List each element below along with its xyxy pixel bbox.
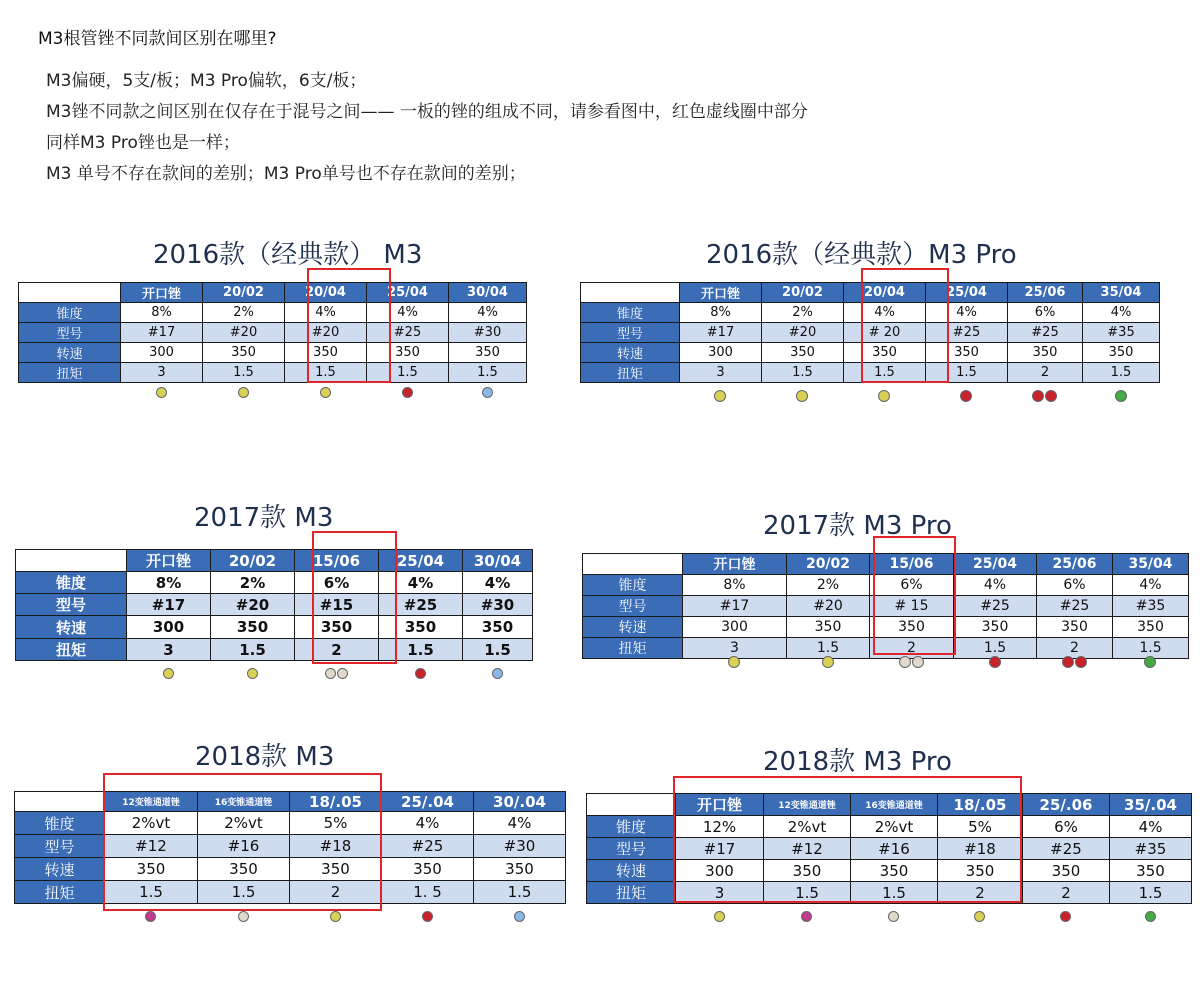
table-cell: 4% xyxy=(379,572,463,594)
column-header: 25/06 xyxy=(1008,283,1083,303)
table-cell: 2 xyxy=(870,638,954,659)
table-cell: 350 xyxy=(198,858,290,881)
table-row xyxy=(19,323,527,343)
column-header: 20/04 xyxy=(285,283,367,303)
red-dot-icon xyxy=(1060,911,1071,922)
red-dot-icon xyxy=(1062,656,1074,668)
column-header: 20/02 xyxy=(762,283,844,303)
column-header: 25/04 xyxy=(367,283,449,303)
beige-dot-icon xyxy=(238,911,249,922)
yellow-dot-icon xyxy=(728,656,740,668)
table-cell: 8% xyxy=(127,572,211,594)
table-cell: 4% xyxy=(463,572,533,594)
column-header: 开口锉 xyxy=(127,550,211,572)
table-row xyxy=(19,343,527,363)
table-cell: #35 xyxy=(1113,596,1189,617)
yellow-dot-icon xyxy=(163,668,174,679)
table-cell: #20 xyxy=(285,323,367,343)
table-cell: 3 xyxy=(683,638,787,659)
table-cell: 8% xyxy=(680,303,762,323)
row-label: 锥度 xyxy=(16,572,127,594)
yellow-dot-icon xyxy=(714,911,725,922)
yellow-dot-icon xyxy=(320,387,331,398)
row-label: 扭矩 xyxy=(15,881,105,904)
table-cell: 2 xyxy=(295,639,379,661)
column-header: 18/.05 xyxy=(938,794,1023,816)
row-label: 锥度 xyxy=(581,303,680,323)
table-cell: 1.5 xyxy=(449,363,527,383)
table-row xyxy=(19,303,527,323)
highlight-box xyxy=(861,268,949,383)
highlight-box xyxy=(312,531,397,664)
table-cell: 3 xyxy=(680,363,762,383)
table-cell: 4% xyxy=(954,575,1037,596)
table-cell: 350 xyxy=(1110,860,1192,882)
yellow-dot-icon xyxy=(796,390,808,402)
table-cell: 1.5 xyxy=(926,363,1008,383)
red-dot-icon xyxy=(1032,390,1044,402)
highlight-box xyxy=(103,773,382,911)
table-cell: 350 xyxy=(295,616,379,639)
table-cell: 1.5 xyxy=(954,638,1037,659)
table-cell: 2%vt xyxy=(105,812,198,835)
table-cell: #17 xyxy=(683,596,787,617)
red-dot-icon xyxy=(960,390,972,402)
column-header: 15/06 xyxy=(870,554,954,575)
lightblue-dot-icon xyxy=(492,668,503,679)
table-row xyxy=(16,594,533,616)
row-label: 转速 xyxy=(19,343,121,363)
beige-dot-icon xyxy=(912,656,924,668)
table-cell: 4% xyxy=(449,303,527,323)
table-cell: 1.5 xyxy=(764,882,851,904)
table-cell: 4% xyxy=(367,303,449,323)
column-header: 25/06 xyxy=(1037,554,1113,575)
table-cell: #25 xyxy=(367,323,449,343)
column-header: 30/.04 xyxy=(474,792,566,812)
table-cell: 3 xyxy=(676,882,764,904)
table-cell: #25 xyxy=(1008,323,1083,343)
table-cell: 1.5 xyxy=(1113,638,1189,659)
table-row xyxy=(16,616,533,639)
row-label: 型号 xyxy=(16,594,127,616)
row-label: 型号 xyxy=(587,838,676,860)
spec-table-2017-m3 xyxy=(15,549,533,661)
table-cell: #20 xyxy=(762,323,844,343)
table-cell: 350 xyxy=(285,343,367,363)
magenta-dot-icon xyxy=(801,911,812,922)
red-dot-icon xyxy=(422,911,433,922)
table-cell: 6% xyxy=(1008,303,1083,323)
row-label: 锥度 xyxy=(19,303,121,323)
table-title-2018-m3: 2018款 M3 xyxy=(195,742,335,772)
table-cell: 350 xyxy=(1113,617,1189,638)
column-header: 20/02 xyxy=(787,554,870,575)
table-cell: 350 xyxy=(290,858,382,881)
table-cell: 350 xyxy=(211,616,295,639)
table-cell: 350 xyxy=(1083,343,1160,363)
table-cell: #17 xyxy=(127,594,211,616)
table-cell: 350 xyxy=(926,343,1008,363)
table-cell: 2% xyxy=(787,575,870,596)
spec-table-2016-m3 xyxy=(18,282,527,383)
column-header: 35/.04 xyxy=(1110,794,1192,816)
table-cell: 1.5 xyxy=(474,881,566,904)
table-cell: #25 xyxy=(954,596,1037,617)
table-cell: 2% xyxy=(211,572,295,594)
column-header: 20/04 xyxy=(844,283,926,303)
column-header: 25/.06 xyxy=(1023,794,1110,816)
column-header: 35/04 xyxy=(1083,283,1160,303)
table-cell: 2 xyxy=(1023,882,1110,904)
table-cell: 5% xyxy=(290,812,382,835)
column-header: 30/04 xyxy=(449,283,527,303)
table-cell: 350 xyxy=(382,858,474,881)
table-cell: #18 xyxy=(938,838,1023,860)
intro-line: M3 单号不存在款间的差别；M3 Pro单号也不存在款间的差别； xyxy=(46,164,526,184)
row-label: 转速 xyxy=(16,616,127,639)
table-cell: 350 xyxy=(764,860,851,882)
green-dot-icon xyxy=(1144,656,1156,668)
table-cell: 350 xyxy=(851,860,938,882)
page-heading: M3根管锉不同款间区别在哪里? xyxy=(38,29,277,49)
table-cell: 6% xyxy=(295,572,379,594)
table-cell: 4% xyxy=(382,812,474,835)
table-title-2016-m3: 2016款（经典款） M3 xyxy=(153,240,423,270)
table-cell: 2%vt xyxy=(764,816,851,838)
yellow-dot-icon xyxy=(330,911,341,922)
table-cell: 350 xyxy=(367,343,449,363)
table-cell: #17 xyxy=(680,323,762,343)
column-header: 开口锉 xyxy=(683,554,787,575)
table-cell: 6% xyxy=(1037,575,1113,596)
table-cell: 4% xyxy=(1113,575,1189,596)
row-label: 型号 xyxy=(583,596,683,617)
table-cell: 2 xyxy=(1037,638,1113,659)
table-row xyxy=(19,363,527,383)
table-cell: 350 xyxy=(1037,617,1113,638)
table-cell: #16 xyxy=(851,838,938,860)
table-cell: #25 xyxy=(1023,838,1110,860)
yellow-dot-icon xyxy=(714,390,726,402)
red-dot-icon xyxy=(989,656,1001,668)
red-dot-icon xyxy=(1075,656,1087,668)
yellow-dot-icon xyxy=(156,387,167,398)
column-header: 25/04 xyxy=(954,554,1037,575)
table-cell: #30 xyxy=(474,835,566,858)
table-cell: 1.5 xyxy=(851,882,938,904)
table-cell: 300 xyxy=(676,860,764,882)
table-cell: 1.5 xyxy=(367,363,449,383)
table-cell: 1.5 xyxy=(211,639,295,661)
highlight-box xyxy=(673,776,1022,903)
table-cell: 300 xyxy=(127,616,211,639)
row-label: 转速 xyxy=(15,858,105,881)
row-label: 扭矩 xyxy=(587,882,676,904)
table-cell: 3 xyxy=(121,363,203,383)
table-cell: 8% xyxy=(121,303,203,323)
table-cell: 350 xyxy=(870,617,954,638)
table-corner-cell xyxy=(15,792,105,812)
column-header: 25/04 xyxy=(379,550,463,572)
table-title-2016-m3-pro: 2016款（经典款）M3 Pro xyxy=(706,240,1017,270)
table-cell: #15 xyxy=(295,594,379,616)
column-header: 25/.04 xyxy=(382,792,474,812)
table-cell: 1.5 xyxy=(1083,363,1160,383)
table-cell: 2%vt xyxy=(851,816,938,838)
table-cell: 350 xyxy=(379,616,463,639)
table-cell: 350 xyxy=(449,343,527,363)
table-cell: #25 xyxy=(379,594,463,616)
red-dot-icon xyxy=(402,387,413,398)
green-dot-icon xyxy=(1115,390,1127,402)
table-cell: #20 xyxy=(211,594,295,616)
row-label: 锥度 xyxy=(587,816,676,838)
row-label: 锥度 xyxy=(583,575,683,596)
table-cell: #35 xyxy=(1083,323,1160,343)
column-header: 开口锉 xyxy=(121,283,203,303)
intro-line: M3锉不同款之间区别在仅存在于混号之间—— 一板的锉的组成不同，请参看图中，红色虚线圈中部分 xyxy=(46,102,808,122)
column-header: 12变锥通道锉 xyxy=(764,794,851,816)
table-cell: 4% xyxy=(474,812,566,835)
beige-dot-icon xyxy=(899,656,911,668)
table-cell: 4% xyxy=(926,303,1008,323)
table-cell: 6% xyxy=(870,575,954,596)
table-cell: 1. 5 xyxy=(382,881,474,904)
table-cell: #17 xyxy=(121,323,203,343)
yellow-dot-icon xyxy=(822,656,834,668)
lightblue-dot-icon xyxy=(514,911,525,922)
table-cell: 350 xyxy=(105,858,198,881)
table-cell: 300 xyxy=(680,343,762,363)
column-header: 20/02 xyxy=(211,550,295,572)
column-header: 35/04 xyxy=(1113,554,1189,575)
table-cell: 350 xyxy=(1008,343,1083,363)
table-cell: 2 xyxy=(938,882,1023,904)
table-cell: 1.5 xyxy=(762,363,844,383)
table-corner-cell xyxy=(587,794,676,816)
table-cell: #25 xyxy=(382,835,474,858)
table-cell: 1.5 xyxy=(285,363,367,383)
table-cell: #12 xyxy=(105,835,198,858)
beige-dot-icon xyxy=(337,668,348,679)
row-label: 转速 xyxy=(587,860,676,882)
table-cell: #25 xyxy=(926,323,1008,343)
table-corner-cell xyxy=(583,554,683,575)
row-label: 扭矩 xyxy=(16,639,127,661)
row-label: 扭矩 xyxy=(581,363,680,383)
table-corner-cell xyxy=(16,550,127,572)
intro-line: M3偏硬，5支/板；M3 Pro偏软，6支/板； xyxy=(46,71,367,91)
table-cell: #18 xyxy=(290,835,382,858)
table-cell: 350 xyxy=(954,617,1037,638)
yellow-dot-icon xyxy=(974,911,985,922)
table-cell: 12% xyxy=(676,816,764,838)
table-cell: 5% xyxy=(938,816,1023,838)
highlight-box xyxy=(307,268,391,383)
row-label: 型号 xyxy=(19,323,121,343)
table-cell: 4% xyxy=(844,303,926,323)
table-cell: #12 xyxy=(764,838,851,860)
table-row xyxy=(16,639,533,661)
table-cell: 1.5 xyxy=(105,881,198,904)
table-cell: 2% xyxy=(203,303,285,323)
table-cell: #17 xyxy=(676,838,764,860)
column-header: 16变锥通道锉 xyxy=(198,792,290,812)
table-cell: 1.5 xyxy=(198,881,290,904)
table-cell: 350 xyxy=(938,860,1023,882)
column-header: 30/04 xyxy=(463,550,533,572)
table-cell: 1.5 xyxy=(203,363,285,383)
green-dot-icon xyxy=(1145,911,1156,922)
table-cell: 4% xyxy=(1083,303,1160,323)
table-cell: #20 xyxy=(203,323,285,343)
row-label: 扭矩 xyxy=(19,363,121,383)
row-label: 型号 xyxy=(581,323,680,343)
table-cell: 1.5 xyxy=(844,363,926,383)
highlight-box xyxy=(873,536,956,655)
column-header: 18/.05 xyxy=(290,792,382,812)
yellow-dot-icon xyxy=(247,668,258,679)
table-header-row xyxy=(19,283,527,303)
table-cell: 300 xyxy=(683,617,787,638)
table-cell: 350 xyxy=(787,617,870,638)
intro-text xyxy=(46,66,808,190)
column-header: 25/04 xyxy=(926,283,1008,303)
table-cell: #25 xyxy=(1037,596,1113,617)
row-label: 扭矩 xyxy=(583,638,683,659)
magenta-dot-icon xyxy=(145,911,156,922)
table-cell: 300 xyxy=(121,343,203,363)
row-label: 锥度 xyxy=(15,812,105,835)
table-cell: 2 xyxy=(290,881,382,904)
red-dot-icon xyxy=(1045,390,1057,402)
column-header: 开口锉 xyxy=(676,794,764,816)
table-row xyxy=(16,572,533,594)
column-header: 16变锥通道锉 xyxy=(851,794,938,816)
table-cell: # 15 xyxy=(870,596,954,617)
red-dot-icon xyxy=(415,668,426,679)
column-header: 开口锉 xyxy=(680,283,762,303)
table-cell: #16 xyxy=(198,835,290,858)
table-cell: 350 xyxy=(1023,860,1110,882)
table-cell: # 20 xyxy=(844,323,926,343)
table-cell: 6% xyxy=(1023,816,1110,838)
table-cell: 4% xyxy=(285,303,367,323)
table-cell: 2 xyxy=(1008,363,1083,383)
table-cell: #20 xyxy=(787,596,870,617)
column-header: 12变锥通道锉 xyxy=(105,792,198,812)
table-cell: 350 xyxy=(844,343,926,363)
table-cell: 3 xyxy=(127,639,211,661)
table-title-2017-m3: 2017款 M3 xyxy=(194,503,334,533)
table-cell: 2% xyxy=(762,303,844,323)
table-cell: 1.5 xyxy=(463,639,533,661)
table-title-2017-m3-pro: 2017款 M3 Pro xyxy=(763,511,952,541)
table-corner-cell xyxy=(581,283,680,303)
table-cell: 350 xyxy=(762,343,844,363)
table-cell: 350 xyxy=(203,343,285,363)
row-label: 转速 xyxy=(583,617,683,638)
table-cell: 1.5 xyxy=(379,639,463,661)
intro-line: 同样M3 Pro锉也是一样； xyxy=(46,133,240,153)
column-header: 15/06 xyxy=(295,550,379,572)
lightblue-dot-icon xyxy=(482,387,493,398)
table-cell: 350 xyxy=(474,858,566,881)
table-header-row xyxy=(16,550,533,572)
beige-dot-icon xyxy=(325,668,336,679)
row-label: 转速 xyxy=(581,343,680,363)
yellow-dot-icon xyxy=(878,390,890,402)
table-cell: #30 xyxy=(449,323,527,343)
table-cell: #30 xyxy=(463,594,533,616)
yellow-dot-icon xyxy=(238,387,249,398)
table-cell: 1.5 xyxy=(1110,882,1192,904)
table-cell: 4% xyxy=(1110,816,1192,838)
table-cell: 2%vt xyxy=(198,812,290,835)
beige-dot-icon xyxy=(888,911,899,922)
table-cell: 1.5 xyxy=(787,638,870,659)
table-cell: #35 xyxy=(1110,838,1192,860)
table-cell: 350 xyxy=(463,616,533,639)
table-title-2018-m3-pro: 2018款 M3 Pro xyxy=(763,747,952,777)
row-label: 型号 xyxy=(15,835,105,858)
table-corner-cell xyxy=(19,283,121,303)
column-header: 20/02 xyxy=(203,283,285,303)
table-cell: 8% xyxy=(683,575,787,596)
